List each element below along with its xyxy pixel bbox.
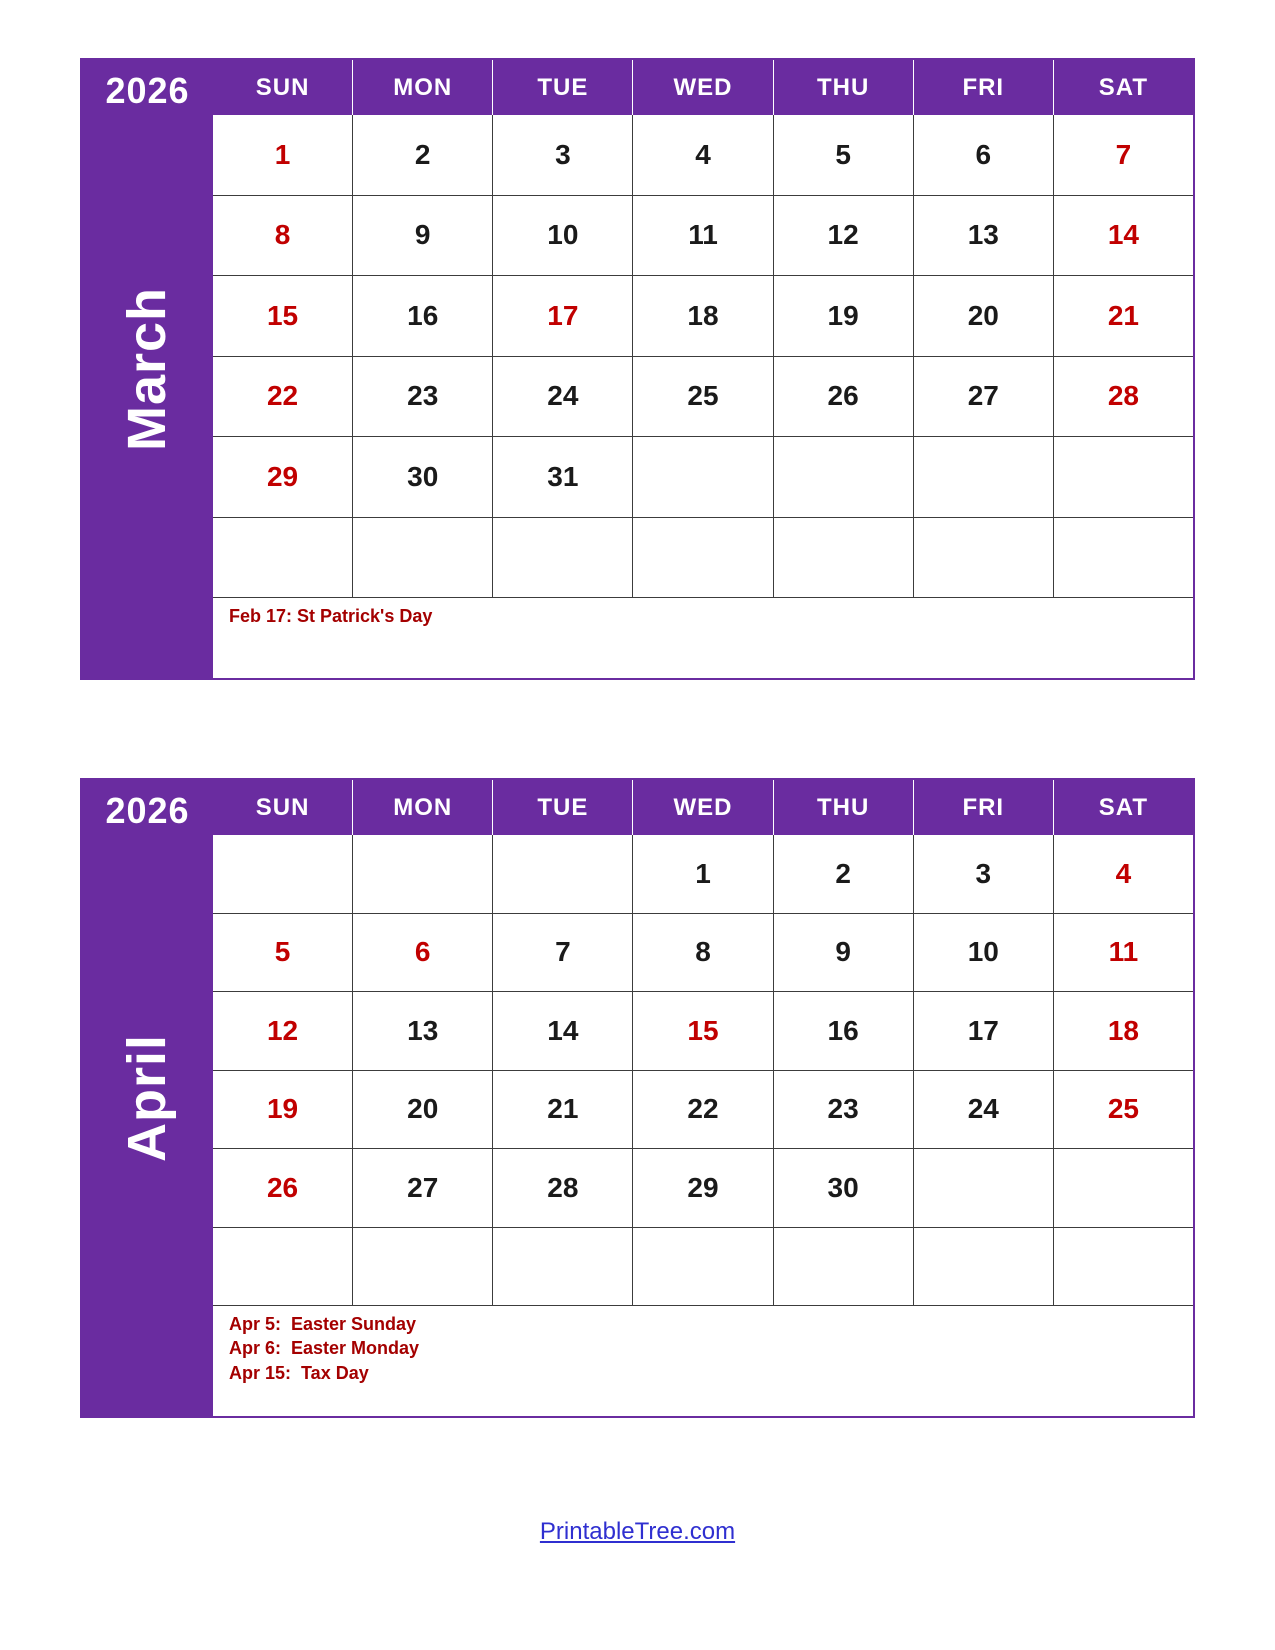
week-row	[213, 835, 1193, 914]
day-cell: 25	[633, 357, 773, 438]
week-row	[213, 992, 1193, 1071]
day-cell: 17	[493, 276, 633, 357]
day-cell-empty	[774, 437, 914, 518]
day-cell-empty	[213, 1228, 353, 1307]
holiday-note: Apr 5: Easter Sunday	[229, 1314, 417, 1334]
week-row	[213, 196, 1193, 277]
day-cell: 9	[774, 914, 914, 993]
weekday-wed: WED	[633, 60, 773, 115]
day-cell: 4	[1054, 835, 1193, 914]
day-cell-empty	[914, 518, 1054, 599]
day-cell: 11	[633, 196, 773, 277]
year-label-april: 2026	[105, 790, 190, 831]
month-rail-march	[82, 60, 213, 678]
day-cell: 30	[353, 437, 493, 518]
day-cell: 5	[774, 115, 914, 196]
day-cell-empty	[633, 1228, 773, 1307]
weeks-container-april	[213, 835, 1193, 1306]
day-cell: 14	[493, 992, 633, 1071]
day-cell-empty	[1054, 518, 1193, 599]
weekday-tue: TUE	[493, 780, 633, 835]
day-cell: 12	[774, 196, 914, 277]
day-cell: 21	[493, 1071, 633, 1150]
weekday-sat: SAT	[1098, 793, 1149, 821]
day-cell-empty	[1054, 437, 1193, 518]
day-cell: 1	[633, 835, 773, 914]
weekday-sat: SAT	[1098, 73, 1149, 101]
day-cell-empty	[633, 437, 773, 518]
day-cell: 14	[1054, 196, 1193, 277]
day-cell-empty	[1054, 1228, 1193, 1307]
day-cell: 30	[774, 1149, 914, 1228]
weekday-tue: TUE	[493, 60, 633, 115]
day-cell: 12	[213, 992, 353, 1071]
day-cell: 4	[633, 115, 773, 196]
week-row	[213, 518, 1193, 599]
day-cell: 20	[353, 1071, 493, 1150]
weekday-thu: THU	[774, 780, 914, 835]
holiday-note: Apr 15: Tax Day	[229, 1362, 369, 1383]
day-cell-empty	[353, 1228, 493, 1307]
day-cell-empty	[493, 1228, 633, 1307]
day-cell: 20	[914, 276, 1054, 357]
day-cell: 17	[914, 992, 1054, 1071]
day-cell: 3	[493, 115, 633, 196]
day-cell: 28	[493, 1149, 633, 1228]
calendar-grid-march	[213, 60, 1193, 678]
year-label-march: 2026	[105, 70, 190, 111]
weekday-sun: SUN	[213, 60, 353, 115]
day-cell: 7	[1054, 115, 1193, 196]
day-cell: 10	[493, 196, 633, 277]
footer	[0, 1518, 1275, 1546]
day-cell: 29	[633, 1149, 773, 1228]
month-name-april: April	[117, 1033, 178, 1163]
day-cell: 2	[353, 115, 493, 196]
weekday-mon: MON	[353, 780, 493, 835]
day-cell: 27	[914, 357, 1054, 438]
month-rail-april	[82, 780, 213, 1416]
week-row	[213, 914, 1193, 993]
weekday-wed: WED	[633, 780, 773, 835]
day-cell: 15	[213, 276, 353, 357]
weeks-container-march	[213, 115, 1193, 598]
week-row	[213, 115, 1193, 196]
day-cell: 22	[213, 357, 353, 438]
week-row	[213, 357, 1193, 438]
calendar-grid-april	[213, 780, 1193, 1416]
day-cell: 1	[213, 115, 353, 196]
day-cell-empty	[353, 835, 493, 914]
day-cell: 6	[914, 115, 1054, 196]
week-row	[213, 1071, 1193, 1150]
day-cell: 21	[1054, 276, 1193, 357]
day-cell: 18	[633, 276, 773, 357]
day-cell: 22	[633, 1071, 773, 1150]
month-label-april	[82, 780, 213, 1416]
day-cell: 24	[493, 357, 633, 438]
day-cell-empty	[493, 835, 633, 914]
day-cell: 26	[213, 1149, 353, 1228]
notes-april	[213, 1306, 1193, 1416]
day-cell: 24	[914, 1071, 1054, 1150]
calendar-month-april	[80, 778, 1195, 1418]
day-cell-empty	[213, 518, 353, 599]
day-cell: 9	[353, 196, 493, 277]
day-cell: 11	[1054, 914, 1193, 993]
day-cell-empty	[213, 835, 353, 914]
month-label-march	[82, 60, 213, 678]
day-cell: 10	[914, 914, 1054, 993]
day-cell: 16	[353, 276, 493, 357]
day-cell-empty	[914, 1228, 1054, 1307]
calendar-month-march	[80, 58, 1195, 680]
holiday-note: Apr 6: Easter Monday	[229, 1338, 420, 1359]
weekday-header-row-march	[213, 60, 1193, 115]
day-cell: 18	[1054, 992, 1193, 1071]
site-link[interactable]: PrintableTree.com	[539, 1518, 736, 1545]
day-cell: 6	[353, 914, 493, 993]
day-cell-empty	[914, 437, 1054, 518]
day-cell: 8	[633, 914, 773, 993]
weekday-fri: FRI	[914, 780, 1054, 835]
notes-march	[213, 598, 1193, 678]
week-row	[213, 1149, 1193, 1228]
weekday-mon: MON	[353, 60, 493, 115]
day-cell: 23	[774, 1071, 914, 1150]
day-cell: 13	[353, 992, 493, 1071]
weekday-fri: FRI	[914, 60, 1054, 115]
week-row	[213, 1228, 1193, 1307]
month-name-march: March	[117, 286, 178, 452]
day-cell: 5	[213, 914, 353, 993]
weekday-header-row-april	[213, 780, 1193, 835]
day-cell: 13	[914, 196, 1054, 277]
day-cell-empty	[774, 1228, 914, 1307]
day-cell-empty	[353, 518, 493, 599]
day-cell: 27	[353, 1149, 493, 1228]
holiday-note: Feb 17: St Patrick's Day	[229, 606, 433, 626]
day-cell-empty	[1054, 1149, 1193, 1228]
weekday-thu: THU	[774, 60, 914, 115]
day-cell-empty	[914, 1149, 1054, 1228]
day-cell: 31	[493, 437, 633, 518]
day-cell: 16	[774, 992, 914, 1071]
day-cell: 25	[1054, 1071, 1193, 1150]
week-row	[213, 276, 1193, 357]
day-cell: 15	[633, 992, 773, 1071]
day-cell-empty	[493, 518, 633, 599]
day-cell: 23	[353, 357, 493, 438]
day-cell: 7	[493, 914, 633, 993]
day-cell-empty	[774, 518, 914, 599]
day-cell: 8	[213, 196, 353, 277]
day-cell: 28	[1054, 357, 1193, 438]
weekday-sun: SUN	[213, 780, 353, 835]
day-cell: 3	[914, 835, 1054, 914]
day-cell: 26	[774, 357, 914, 438]
day-cell: 19	[213, 1071, 353, 1150]
day-cell: 2	[774, 835, 914, 914]
week-row	[213, 437, 1193, 518]
day-cell: 19	[774, 276, 914, 357]
day-cell-empty	[633, 518, 773, 599]
day-cell: 29	[213, 437, 353, 518]
